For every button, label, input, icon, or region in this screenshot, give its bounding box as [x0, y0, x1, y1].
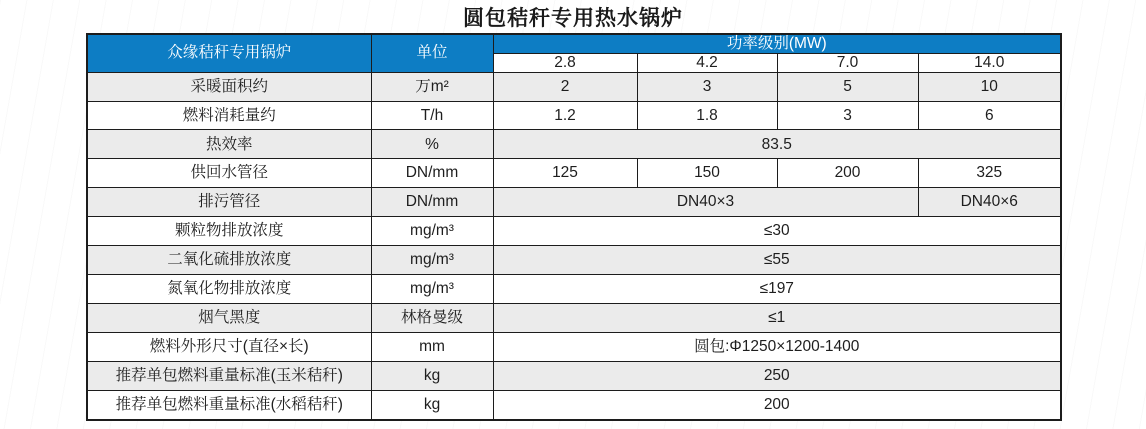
row-label: 燃料外形尺寸(直径×长) — [87, 332, 371, 361]
table-row — [87, 304, 1061, 333]
table-row — [87, 246, 1061, 275]
row-label: 烟气黑度 — [87, 304, 371, 333]
row-label: 二氧化硫排放浓度 — [87, 246, 371, 275]
cell-value: 6 — [918, 101, 1061, 130]
table-row — [87, 275, 1061, 304]
row-unit: kg — [371, 361, 493, 390]
row-label: 推荐单包燃料重量标准(玉米秸秆) — [87, 361, 371, 390]
cell-value-merged: ≤197 — [493, 275, 1061, 304]
table-row — [87, 217, 1061, 246]
unit-header-cell: 单位 — [371, 34, 493, 72]
boiler-spec-table — [86, 33, 1062, 421]
table-row — [87, 188, 1061, 217]
cell-value: 2 — [493, 72, 637, 101]
cell-value-merged: 250 — [493, 361, 1061, 390]
cell-value-merged: 200 — [493, 390, 1061, 420]
cell-value-merged: ≤55 — [493, 246, 1061, 275]
row-label: 氮氧化物排放浓度 — [87, 275, 371, 304]
row-unit: DN/mm — [371, 159, 493, 188]
table-row — [87, 72, 1061, 101]
cell-value: 3 — [777, 101, 918, 130]
product-header-cell: 众缘秸秆专用锅炉 — [87, 34, 371, 72]
power-group-header-cell: 功率级别(MW) — [493, 34, 1061, 53]
cell-value: 1.2 — [493, 101, 637, 130]
cell-value: 200 — [777, 159, 918, 188]
table-row — [87, 159, 1061, 188]
cell-value: 325 — [918, 159, 1061, 188]
cell-value-merged: DN40×3 — [493, 188, 918, 217]
power-level-cell: 4.2 — [637, 53, 777, 72]
row-unit: DN/mm — [371, 188, 493, 217]
cell-value-merged: ≤30 — [493, 217, 1061, 246]
row-unit: kg — [371, 390, 493, 420]
row-label: 采暖面积约 — [87, 72, 371, 101]
cell-value-merged: 圆包:Φ1250×1200-1400 — [493, 332, 1061, 361]
cell-value: DN40×6 — [918, 188, 1061, 217]
cell-value: 10 — [918, 72, 1061, 101]
row-label: 颗粒物排放浓度 — [87, 217, 371, 246]
row-label: 推荐单包燃料重量标准(水稻秸秆) — [87, 390, 371, 420]
row-unit: mg/m³ — [371, 246, 493, 275]
row-unit: 万m² — [371, 72, 493, 101]
power-level-cell: 2.8 — [493, 53, 637, 72]
row-unit: mm — [371, 332, 493, 361]
cell-value: 1.8 — [637, 101, 777, 130]
table-row — [87, 101, 1061, 130]
cell-value-merged: ≤1 — [493, 304, 1061, 333]
row-label: 燃料消耗量约 — [87, 101, 371, 130]
row-label: 热效率 — [87, 130, 371, 159]
power-level-cell: 7.0 — [777, 53, 918, 72]
row-unit: mg/m³ — [371, 275, 493, 304]
page-title: 圆包秸秆专用热水锅炉 — [463, 7, 683, 30]
row-label: 供回水管径 — [87, 159, 371, 188]
table-row — [87, 361, 1061, 390]
cell-value: 3 — [637, 72, 777, 101]
table-row — [87, 130, 1061, 159]
cell-value: 150 — [637, 159, 777, 188]
row-unit: % — [371, 130, 493, 159]
row-unit: mg/m³ — [371, 217, 493, 246]
header-row-1 — [87, 34, 1061, 53]
row-unit: T/h — [371, 101, 493, 130]
cell-value-merged: 83.5 — [493, 130, 1061, 159]
cell-value: 5 — [777, 72, 918, 101]
table-row — [87, 332, 1061, 361]
cell-value: 125 — [493, 159, 637, 188]
row-label: 排污管径 — [87, 188, 371, 217]
table-row — [87, 390, 1061, 420]
power-level-cell: 14.0 — [918, 53, 1061, 72]
row-unit: 林格曼级 — [371, 304, 493, 333]
